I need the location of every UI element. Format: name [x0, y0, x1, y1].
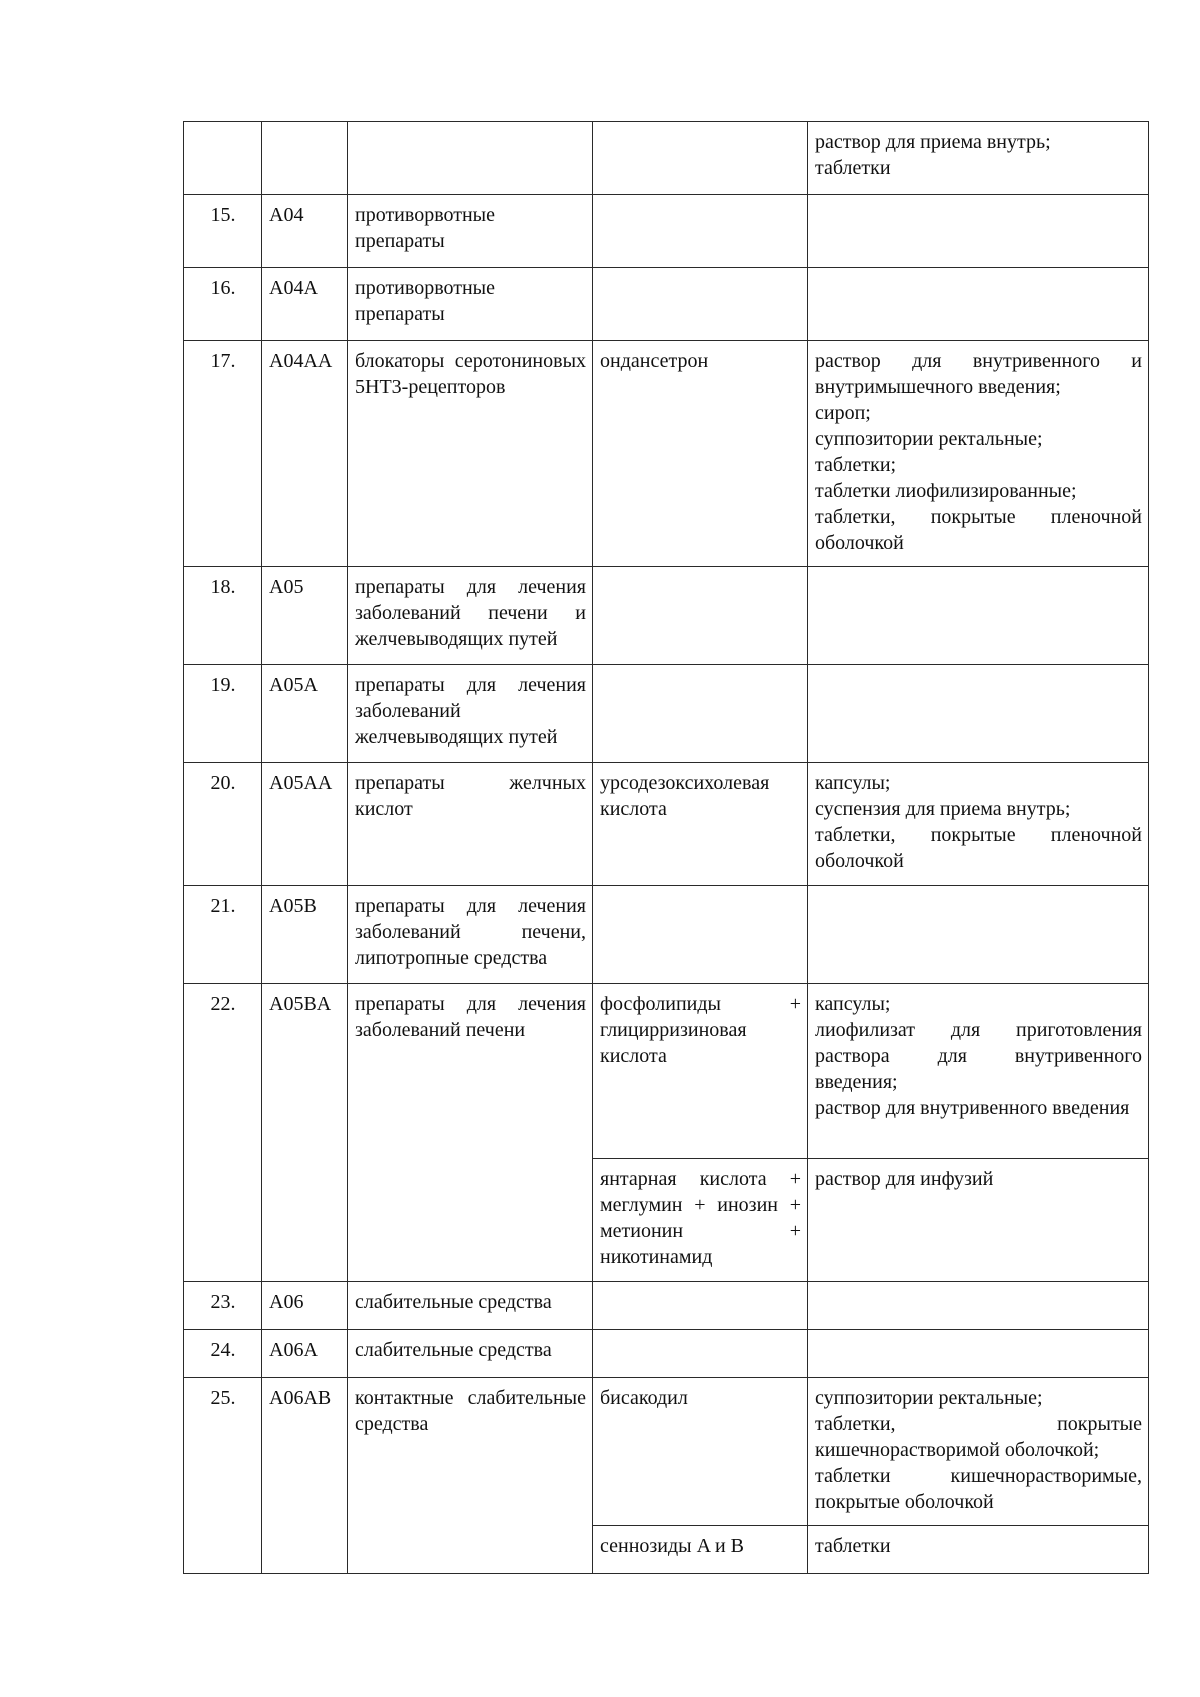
- row-number: 17.: [184, 341, 262, 567]
- dosage-form-line: таблетки кишечнорастворимые, покрытые оболочкой: [815, 1465, 1142, 1513]
- row-number: 25.: [184, 1378, 262, 1574]
- row-number: 18.: [184, 567, 262, 665]
- row-number: 15.: [184, 195, 262, 268]
- dosage-form-line: раствор для внутривенного введения: [815, 1097, 1130, 1119]
- table-row: [184, 341, 1149, 567]
- dosage-forms: [808, 984, 1149, 1159]
- table-row: [184, 1330, 1149, 1378]
- drug-name: [593, 567, 808, 665]
- dosage-form-line: раствор для приема внутрь;: [815, 131, 1051, 153]
- group-description: [348, 122, 593, 195]
- row-number: 20.: [184, 763, 262, 886]
- atc-code: A05B: [262, 886, 348, 984]
- group-description: препараты для лечения заболеваний печени и желчевыводящих путей: [348, 567, 593, 665]
- dosage-forms: [808, 1159, 1149, 1282]
- table-row: [184, 1282, 1149, 1330]
- drug-name: бисакодил: [593, 1378, 808, 1526]
- row-number: [184, 122, 262, 195]
- atc-code: A04: [262, 195, 348, 268]
- table-row: [184, 1378, 1149, 1526]
- dosage-forms: [808, 886, 1149, 984]
- dosage-forms: [808, 195, 1149, 268]
- group-description: препараты для лечения заболеваний печени: [348, 984, 593, 1282]
- dosage-form-line: раствор для внутривенного и внутримышечного введения;: [815, 350, 1142, 398]
- dosage-form-line: таблетки, покрытые пленочной оболочкой: [815, 824, 1142, 872]
- dosage-form-line: капсулы;: [815, 772, 891, 794]
- dosage-forms: [808, 763, 1149, 886]
- dosage-form-line: раствор для инфузий: [815, 1168, 994, 1190]
- dosage-forms: [808, 341, 1149, 567]
- dosage-forms: [808, 268, 1149, 341]
- row-number: 16.: [184, 268, 262, 341]
- dosage-form-line: таблетки: [815, 1535, 891, 1557]
- dosage-form-line: капсулы;: [815, 993, 891, 1015]
- row-number: 22.: [184, 984, 262, 1282]
- atc-code: A04AA: [262, 341, 348, 567]
- dosage-forms: [808, 1526, 1149, 1574]
- drug-name: урсодезоксихолевая кислота: [593, 763, 808, 886]
- atc-code: [262, 122, 348, 195]
- group-description: препараты для лечения заболеваний желчевыводящих путей: [348, 665, 593, 763]
- dosage-form-line: сироп;: [815, 402, 871, 424]
- dosage-forms: [808, 1282, 1149, 1330]
- table-row: [184, 886, 1149, 984]
- atc-code: A05AA: [262, 763, 348, 886]
- row-number: 23.: [184, 1282, 262, 1330]
- row-number: 19.: [184, 665, 262, 763]
- atc-code: A05A: [262, 665, 348, 763]
- drug-name: [593, 195, 808, 268]
- dosage-form-line: таблетки: [815, 157, 891, 179]
- dosage-form-line: лиофилизат для приготовления раствора для внутривенного введения;: [815, 1019, 1142, 1093]
- group-description: препараты желчных кислот: [348, 763, 593, 886]
- dosage-forms: [808, 122, 1149, 195]
- group-description: противорвотные препараты: [348, 268, 593, 341]
- drug-name: сеннозиды A и B: [593, 1526, 808, 1574]
- dosage-form-line: таблетки, покрытые кишечнорастворимой оболочкой;: [815, 1413, 1142, 1461]
- dosage-forms: [808, 567, 1149, 665]
- drug-name: ондансетрон: [593, 341, 808, 567]
- atc-code: A04A: [262, 268, 348, 341]
- drug-name: [593, 1330, 808, 1378]
- dosage-form-line: таблетки;: [815, 454, 897, 476]
- table-row: [184, 763, 1149, 886]
- drug-name: [593, 665, 808, 763]
- dosage-form-line: таблетки, покрытые пленочной оболочкой: [815, 506, 1142, 554]
- group-description: противорвотные препараты: [348, 195, 593, 268]
- table-row: [184, 665, 1149, 763]
- table-row: [184, 268, 1149, 341]
- drug-name: янтарная кислота + меглумин + инозин + метионин + никотинамид: [593, 1159, 808, 1282]
- dosage-forms: [808, 665, 1149, 763]
- atc-code: A06AB: [262, 1378, 348, 1574]
- drug-name: [593, 1282, 808, 1330]
- dosage-forms: [808, 1378, 1149, 1526]
- dosage-form-line: суппозитории ректальные;: [815, 1387, 1043, 1409]
- dosage-forms: [808, 1330, 1149, 1378]
- drug-name: [593, 268, 808, 341]
- table-row: [184, 122, 1149, 195]
- group-description: препараты для лечения заболеваний печени, липотропные средства: [348, 886, 593, 984]
- table-row: [184, 984, 1149, 1159]
- drug-name: фосфолипиды + глицирризиновая кислота: [593, 984, 808, 1159]
- row-number: 21.: [184, 886, 262, 984]
- dosage-form-line: суппозитории ректальные;: [815, 428, 1043, 450]
- dosage-form-line: таблетки лиофилизированные;: [815, 480, 1077, 502]
- atc-code: A06A: [262, 1330, 348, 1378]
- row-number: 24.: [184, 1330, 262, 1378]
- table-row: [184, 195, 1149, 268]
- medication-table: [183, 121, 1149, 1574]
- atc-code: A05BA: [262, 984, 348, 1282]
- table-row: [184, 567, 1149, 665]
- drug-name: [593, 886, 808, 984]
- drug-name: [593, 122, 808, 195]
- group-description: блокаторы серотониновых 5HT3-рецепторов: [348, 341, 593, 567]
- group-description: слабительные средства: [348, 1330, 593, 1378]
- dosage-form-line: суспензия для приема внутрь;: [815, 798, 1071, 820]
- atc-code: A05: [262, 567, 348, 665]
- atc-code: A06: [262, 1282, 348, 1330]
- group-description: контактные слабительные средства: [348, 1378, 593, 1574]
- group-description: слабительные средства: [348, 1282, 593, 1330]
